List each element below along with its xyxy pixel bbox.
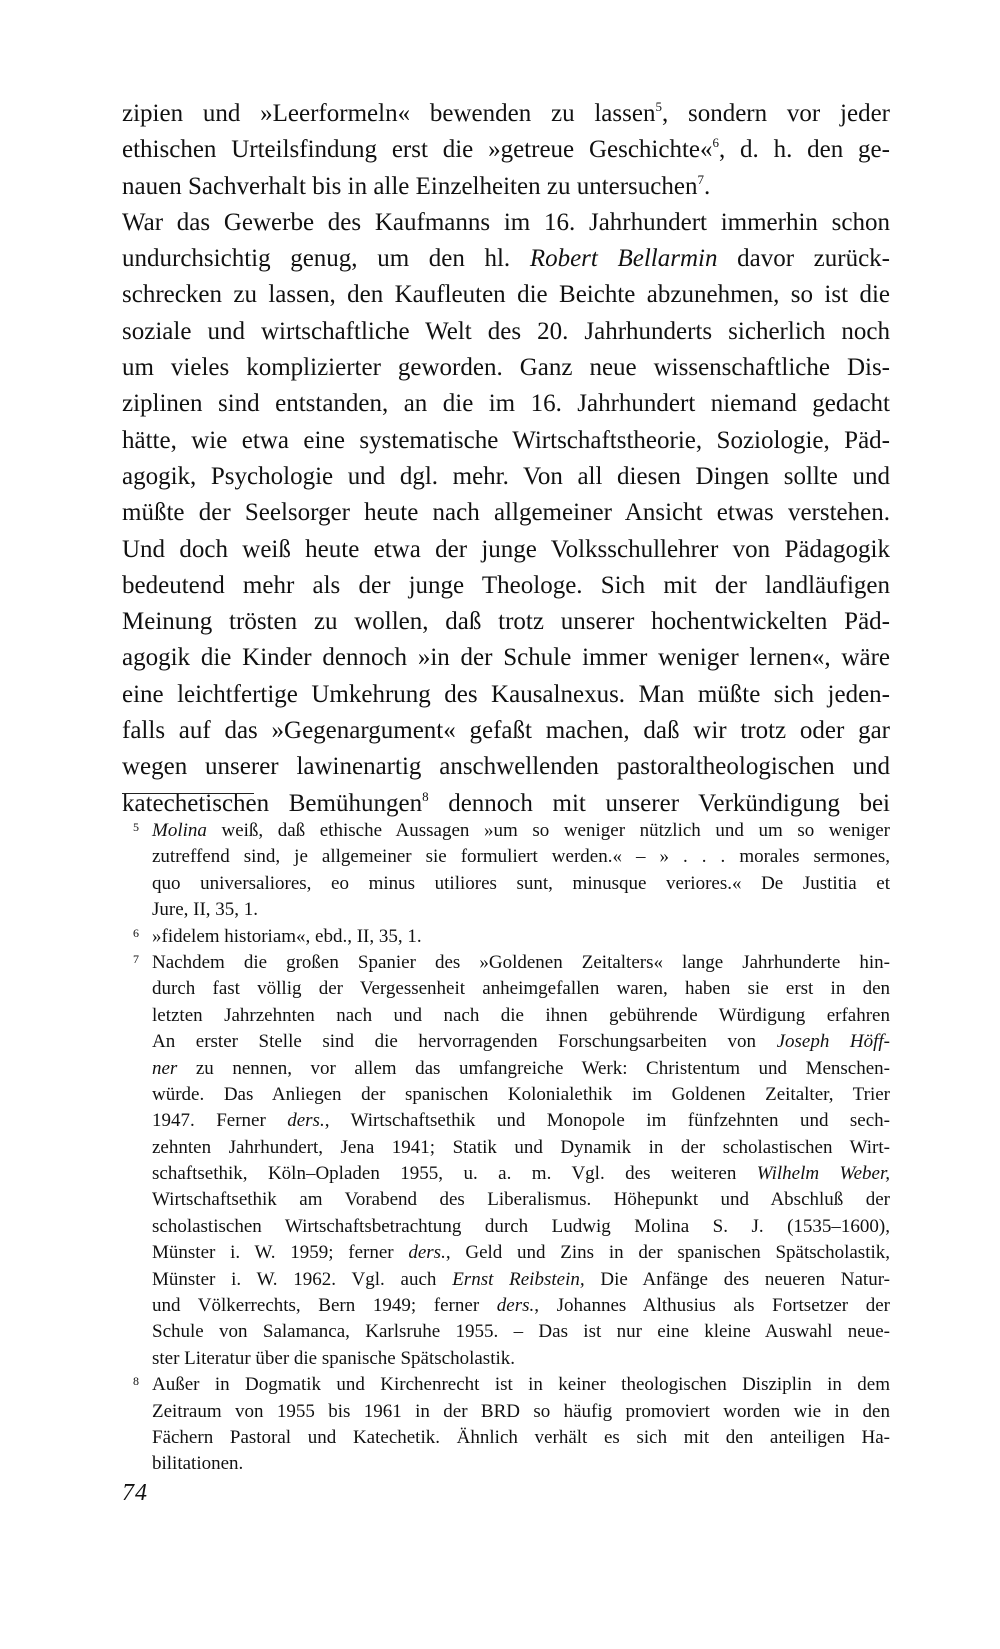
footnotes-section bbox=[122, 818, 890, 1478]
text-run: , d. h. den ge- bbox=[719, 136, 890, 164]
footnote-line: Fächern Pastoral und Katechetik. Ähnlich verhält es sich mit den anteiligen Ha- bbox=[152, 1426, 890, 1448]
text-run: undurchsichtig genug, um den hl. bbox=[122, 245, 530, 273]
text-run: dennoch mit unserer Verkündigung bei bbox=[428, 789, 890, 817]
text-run: Münster i. W. 1959; ferner bbox=[152, 1242, 409, 1264]
text-run: 1947. Ferner bbox=[152, 1110, 288, 1132]
footnote-line bbox=[152, 818, 890, 844]
main-body-text bbox=[122, 96, 890, 822]
footnote-line: ster Literatur über die spanische Spätscholastik. bbox=[152, 1347, 516, 1369]
body-line: schrecken zu lassen, den Kaufleuten die Beichte abzunehmen, so ist die bbox=[122, 281, 890, 309]
text-run: , sondern vor jeder bbox=[661, 100, 890, 127]
person-name-italic: Robert Bellarmin bbox=[529, 245, 718, 273]
ders-italic: ders. bbox=[496, 1295, 535, 1317]
footnote-number: 5 bbox=[133, 820, 139, 834]
text-run: Münster i. W. 1962. Vgl. auch bbox=[152, 1268, 453, 1290]
author-name-italic: Molina bbox=[152, 820, 207, 841]
body-line bbox=[122, 169, 890, 205]
text-run: An erster Stelle sind die hervorragenden Forschungsarbeiten von bbox=[152, 1031, 777, 1053]
text-run: und Völkerrechts, Bern 1949; ferner bbox=[152, 1295, 497, 1317]
page-number: 74 bbox=[122, 1480, 148, 1506]
text-run: ethischen Urteilsfindung erst die »getreue Geschichte« bbox=[122, 136, 713, 164]
footnote-ref-8[interactable]: 8 bbox=[422, 788, 429, 804]
body-line: hätte, wie etwa eine systematische Wirtschaftstheorie, Soziologie, Päd- bbox=[122, 426, 890, 454]
text-run: , Johannes Althusius als Fortsetzer der bbox=[534, 1295, 890, 1317]
author-name-italic: Joseph Höff- bbox=[776, 1031, 890, 1053]
body-line: soziale und wirtschaftliche Welt des 20. Jahrhunderts sicherlich noch bbox=[122, 317, 890, 345]
body-line: müßte der Seelsorger heute nach allgemeiner Ansicht etwas verstehen. bbox=[122, 499, 890, 527]
footnote-line: durch fast völlig der Vergessenheit anheimgefallen waren, haben sie erst in den bbox=[152, 978, 890, 1000]
body-line: wegen unserer lawinenartig anschwellenden pastoraltheologischen und bbox=[122, 753, 890, 781]
footnote-line: Zeitraum von 1955 bis 1961 in der BRD so häufig promoviert worden wie in den bbox=[152, 1400, 890, 1422]
body-line: agogik die Kinder dennoch »in der Schule immer weniger lernen«, wäre bbox=[122, 644, 890, 672]
body-line bbox=[122, 132, 890, 168]
author-name-italic: Ernst Reibstein, bbox=[452, 1268, 585, 1290]
footnote-ref-7[interactable]: 7 bbox=[697, 171, 704, 187]
body-line: Und doch weiß heute etwa der junge Volksschullehrer von Pädagogik bbox=[122, 535, 890, 563]
footnote-7 bbox=[122, 950, 890, 1372]
text-run: katechetischen Bemühungen bbox=[122, 789, 423, 817]
author-name-italic: ner bbox=[152, 1057, 178, 1079]
footnote-8 bbox=[122, 1372, 890, 1478]
footnote-line: quo universaliores, eo minus utiliores sunt, minusque veriores.« De Justitia et bbox=[152, 872, 890, 894]
footnote-line bbox=[152, 1240, 890, 1266]
body-line bbox=[122, 96, 890, 132]
footnote-line bbox=[152, 1056, 890, 1082]
footnote-line: Jure, II, 35, 1. bbox=[152, 899, 259, 921]
body-line: agogik, Psychologie und dgl. mehr. Von all diesen Dingen sollte und bbox=[122, 462, 890, 490]
footnote-number: 8 bbox=[133, 1374, 139, 1389]
footnote-line: würde. Das Anliegen der spanischen Kolonialethik im Goldenen Zeitalter, Trier bbox=[152, 1083, 890, 1105]
footnote-number: 6 bbox=[133, 925, 139, 940]
text-run: davor zurück- bbox=[717, 245, 891, 273]
footnote-line: Schule von Salamanca, Karlsruhe 1955. – Das ist nur eine kleine Auswahl neue- bbox=[152, 1321, 890, 1343]
author-name-italic: Wilhelm Weber, bbox=[756, 1163, 891, 1185]
footnote-line: bilitationen. bbox=[152, 1453, 244, 1475]
footnote-ref-5[interactable]: 5 bbox=[655, 99, 662, 114]
footnote-6 bbox=[122, 924, 890, 950]
body-line: ziplinen sind entstanden, an die im 16. Jahrhundert niemand gedacht bbox=[122, 390, 890, 418]
text-run: schaftsethik, Köln–Opladen 1955, u. a. m. Vgl. des weiteren bbox=[152, 1163, 757, 1185]
text-run: . bbox=[703, 172, 711, 200]
body-line: eine leichtfertige Umkehrung des Kausalnexus. Man müßte sich jeden- bbox=[122, 680, 890, 708]
footnote-line: scholastischen Wirtschaftsbetrachtung durch Ludwig Molina S. J. (1535–1600), bbox=[152, 1215, 890, 1237]
body-line: Meinung trösten zu wollen, daß trotz unserer hochentwickelten Päd- bbox=[122, 608, 890, 636]
footnote-line: zutreffend sind, je allgemeiner sie formuliert werden.« – » . . . morales sermones, bbox=[152, 846, 890, 868]
footnote-5 bbox=[122, 818, 890, 924]
ders-italic: ders. bbox=[408, 1242, 446, 1264]
body-line bbox=[122, 241, 890, 277]
footnote-divider bbox=[122, 793, 254, 794]
text-run: , Wirtschaftsethik und Monopole im fünfzehnten und sech- bbox=[324, 1110, 891, 1132]
ders-italic: ders. bbox=[287, 1110, 325, 1132]
body-line: bedeutend mehr als der junge Theologe. Sich mit der landläufigen bbox=[122, 571, 890, 599]
footnote-line bbox=[152, 1029, 890, 1055]
text-run: Die Anfänge des neueren Natur- bbox=[584, 1268, 890, 1290]
footnote-line: letzten Jahrzehnten nach und nach die ihnen gebührende Würdigung erfahren bbox=[152, 1004, 890, 1026]
footnote-line: »fidelem historiam«, ebd., II, 35, 1. bbox=[152, 925, 422, 947]
footnote-line bbox=[152, 1267, 890, 1293]
body-line: falls auf das »Gegenargument« gefaßt machen, daß wir trotz oder gar bbox=[122, 717, 890, 745]
body-line bbox=[122, 786, 890, 822]
text-run: zu nennen, vor allem das umfangreiche Werk: Christentum und Menschen- bbox=[177, 1057, 890, 1079]
text-run: weiß, daß ethische Aussagen »um so weniger nützlich und um so weniger bbox=[206, 820, 890, 841]
text-run: , Geld und Zins in der spanischen Spätscholastik, bbox=[445, 1242, 891, 1264]
footnote-ref-6[interactable]: 6 bbox=[712, 135, 719, 151]
footnote-line bbox=[152, 1108, 890, 1134]
footnote-line: Wirtschaftsethik am Vorabend des Liberalismus. Höhepunkt und Abschluß der bbox=[152, 1189, 890, 1211]
body-line: War das Gewerbe des Kaufmanns im 16. Jahrhundert immerhin schon bbox=[122, 208, 890, 236]
footnote-line: Außer in Dogmatik und Kirchenrecht ist in keiner theologischen Disziplin in dem bbox=[152, 1374, 890, 1396]
body-line: um vieles komplizierter geworden. Ganz neue wissenschaftliche Dis- bbox=[122, 354, 890, 382]
footnote-line: zehnten Jahrhundert, Jena 1941; Statik und Dynamik in der scholastischen Wirt- bbox=[152, 1136, 890, 1158]
footnote-number: 7 bbox=[133, 951, 139, 966]
footnote-line bbox=[152, 1293, 890, 1319]
text-run: nauen Sachverhalt bis in alle Einzelheiten zu untersuchen bbox=[122, 172, 698, 200]
footnote-line: Nachdem die großen Spanier des »Goldenen Zeitalters« lange Jahrhunderte hin- bbox=[152, 951, 890, 973]
text-run: zipien und »Leerformeln« bewenden zu lassen bbox=[122, 100, 656, 127]
footnote-line bbox=[152, 1161, 890, 1187]
